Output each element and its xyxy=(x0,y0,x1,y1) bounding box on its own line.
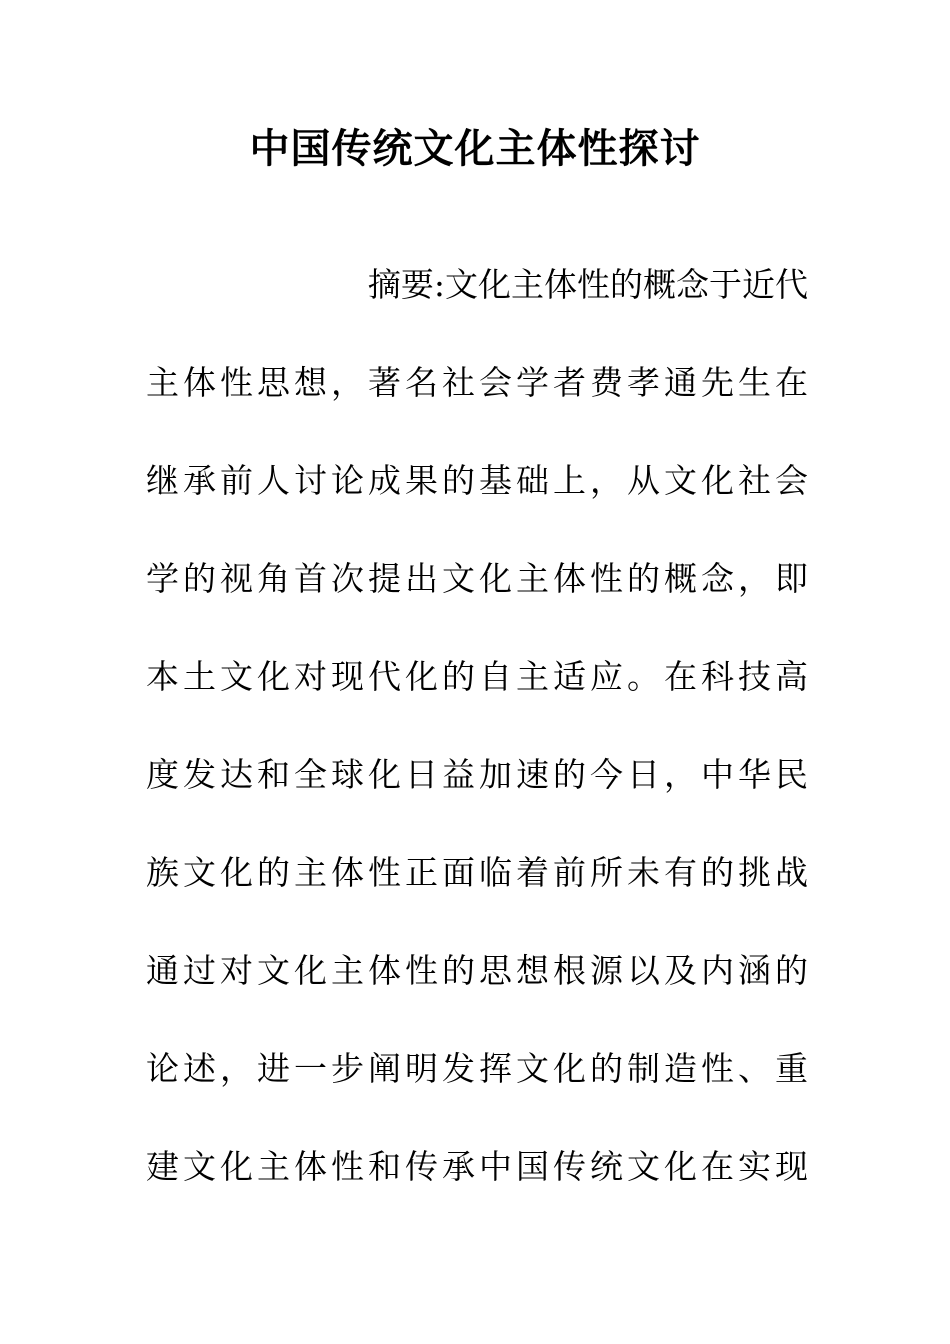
text-line: 族文化的主体性正面临着前所未有的挑战 xyxy=(146,853,808,892)
text-line: 建文化主体性和传承中国传统文化在实现 xyxy=(146,1147,808,1186)
text-line: 度发达和全球化日益加速的今日，中华民 xyxy=(146,755,808,794)
text-line: 通过对文化主体性的思想根源以及内涵的 xyxy=(146,951,808,990)
document-title: 中国传统文化主体性探讨 xyxy=(249,125,701,172)
text-line: 学的视角首次提出文化主体性的概念，即 xyxy=(146,559,808,598)
text-line: 本土文化对现代化的自主适应。在科技高 xyxy=(146,657,808,696)
text-line: 继承前人讨论成果的基础上，从文化社会 xyxy=(146,461,808,500)
text-line: 摘要:文化主体性的概念于近代 xyxy=(367,265,808,304)
text-line: 论述，进一步阐明发挥文化的制造性、重 xyxy=(146,1049,808,1088)
abstract-body xyxy=(146,258,808,1238)
text-line: 主体性思想，著名社会学者费孝通先生在 xyxy=(146,363,808,402)
